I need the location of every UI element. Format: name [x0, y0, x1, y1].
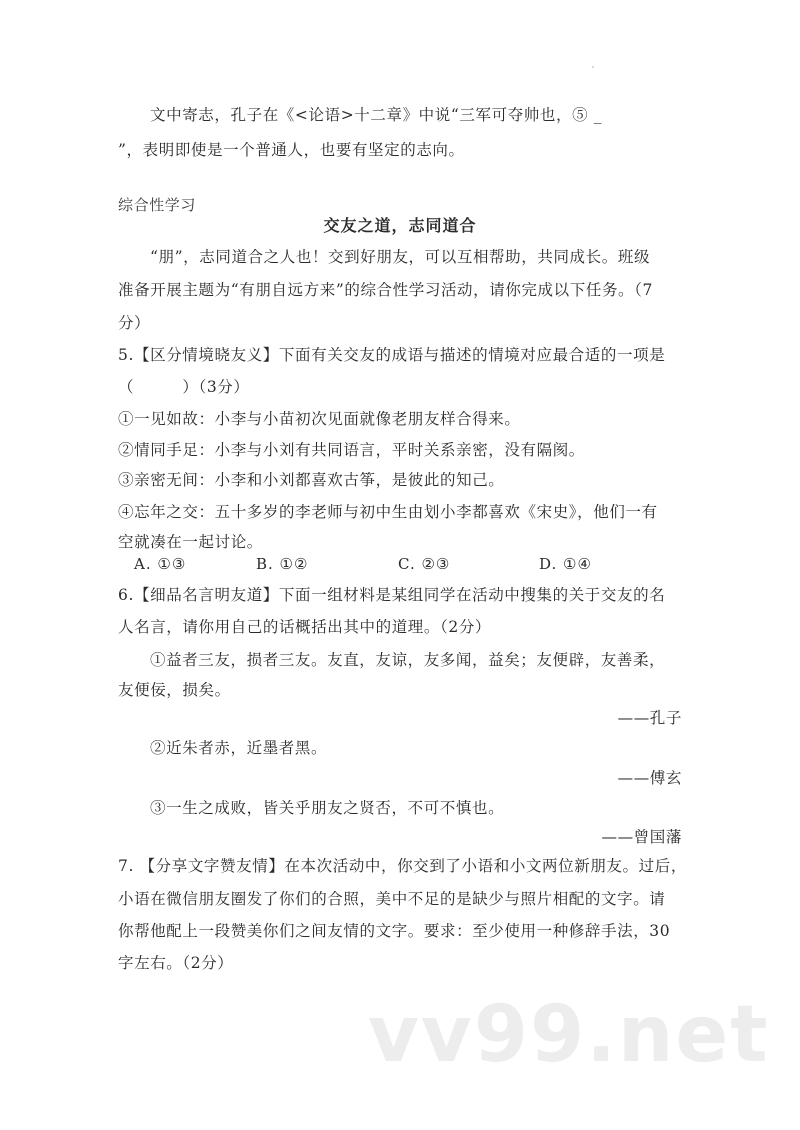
q5-item-4-line-2: 空就凑在一起讨论。	[118, 533, 263, 551]
section-para-line-3: 分）	[118, 314, 151, 332]
section-title: 交友之道，志同道合	[323, 216, 477, 235]
q5-item-2: ②情同手足：小李与小刘有共同语言，平时关系亲密，没有隔阂。	[118, 441, 585, 459]
intro-line-1: 文中寄志，孔子在《<论语>十二章》中说“三军可夺帅也，⑤ _	[150, 106, 603, 124]
q5-item-4-line-1: ④忘年之交：五十多岁的李老师与初中生由划小李都喜欢《宋史》，他们一有	[118, 503, 658, 521]
q6-quote-3-author: ——曾国藩	[601, 828, 682, 846]
q5-option-a: A. ①③	[134, 555, 187, 573]
q5-item-3: ③亲密无间：小李和小刘都喜欢古筝，是彼此的知己。	[118, 471, 505, 489]
q7-line-3: 你帮他配上一段赞美你们之间友情的文字。要求：至少使用一种修辞手法，30	[118, 922, 671, 940]
section-label: 综合性学习	[118, 196, 197, 214]
q6-quote-1-line-2: 友便佞，损矣。	[118, 681, 231, 699]
q6-stem-line-2: 人名言，请你用自己的话概括出其中的道理。（2分）	[118, 618, 492, 636]
scan-speck	[592, 66, 594, 68]
q5-item-1: ①一见如故：小李与小苗初次见面就像老朋友样合得来。	[118, 410, 521, 428]
q6-stem-line-1: 6.【细品名言明友道】下面一组材料是某组同学在活动中搜集的关于交友的名	[118, 586, 666, 604]
q7-line-4: 字左右。（2分）	[118, 954, 234, 972]
intro-line-2: ”，表明即使是一个普通人，也要有坚定的志向。	[118, 141, 465, 159]
q5-option-d: D. ①④	[539, 555, 592, 573]
q5-stem-line-1: 5.【区分情境晓友义】下面有关交友的成语与描述的情境对应最合适的一项是	[118, 346, 666, 364]
q6-quote-2: ②近朱者赤，近墨者黑。	[150, 739, 328, 757]
q5-option-b: B. ①②	[256, 555, 309, 573]
q6-quote-3: ③一生之成败，皆关乎朋友之贤否，不可不慎也。	[150, 799, 505, 817]
q7-line-1: 7. 【分享文字赞友情】在本次活动中，你交到了小语和小文两位新朋友。过后，	[118, 857, 687, 875]
q5-option-c: C. ②③	[398, 555, 451, 573]
section-para-line-2: 准备开展主题为“有朋自远方来”的综合性学习活动，请你完成以下任务。（7	[118, 281, 653, 299]
q7-line-2: 小语在微信朋友圈发了你们的合照，美中不足的是缺少与照片相配的文字。请	[118, 890, 666, 908]
q6-quote-1-line-1: ①益者三友，损者三友。友直，友谅，友多闻，益矣；友便辟，友善柔，	[150, 651, 666, 669]
q5-stem-line-2: （ ）（3分）	[118, 378, 250, 396]
section-para-line-1: “朋”，志同道合之人也！交到好朋友，可以互相帮助，共同成长。班级	[150, 248, 651, 266]
q6-quote-2-author: ——傅玄	[617, 769, 682, 787]
q6-quote-1-author: ——孔子	[617, 709, 682, 727]
watermark: vv99.net	[368, 990, 770, 1080]
